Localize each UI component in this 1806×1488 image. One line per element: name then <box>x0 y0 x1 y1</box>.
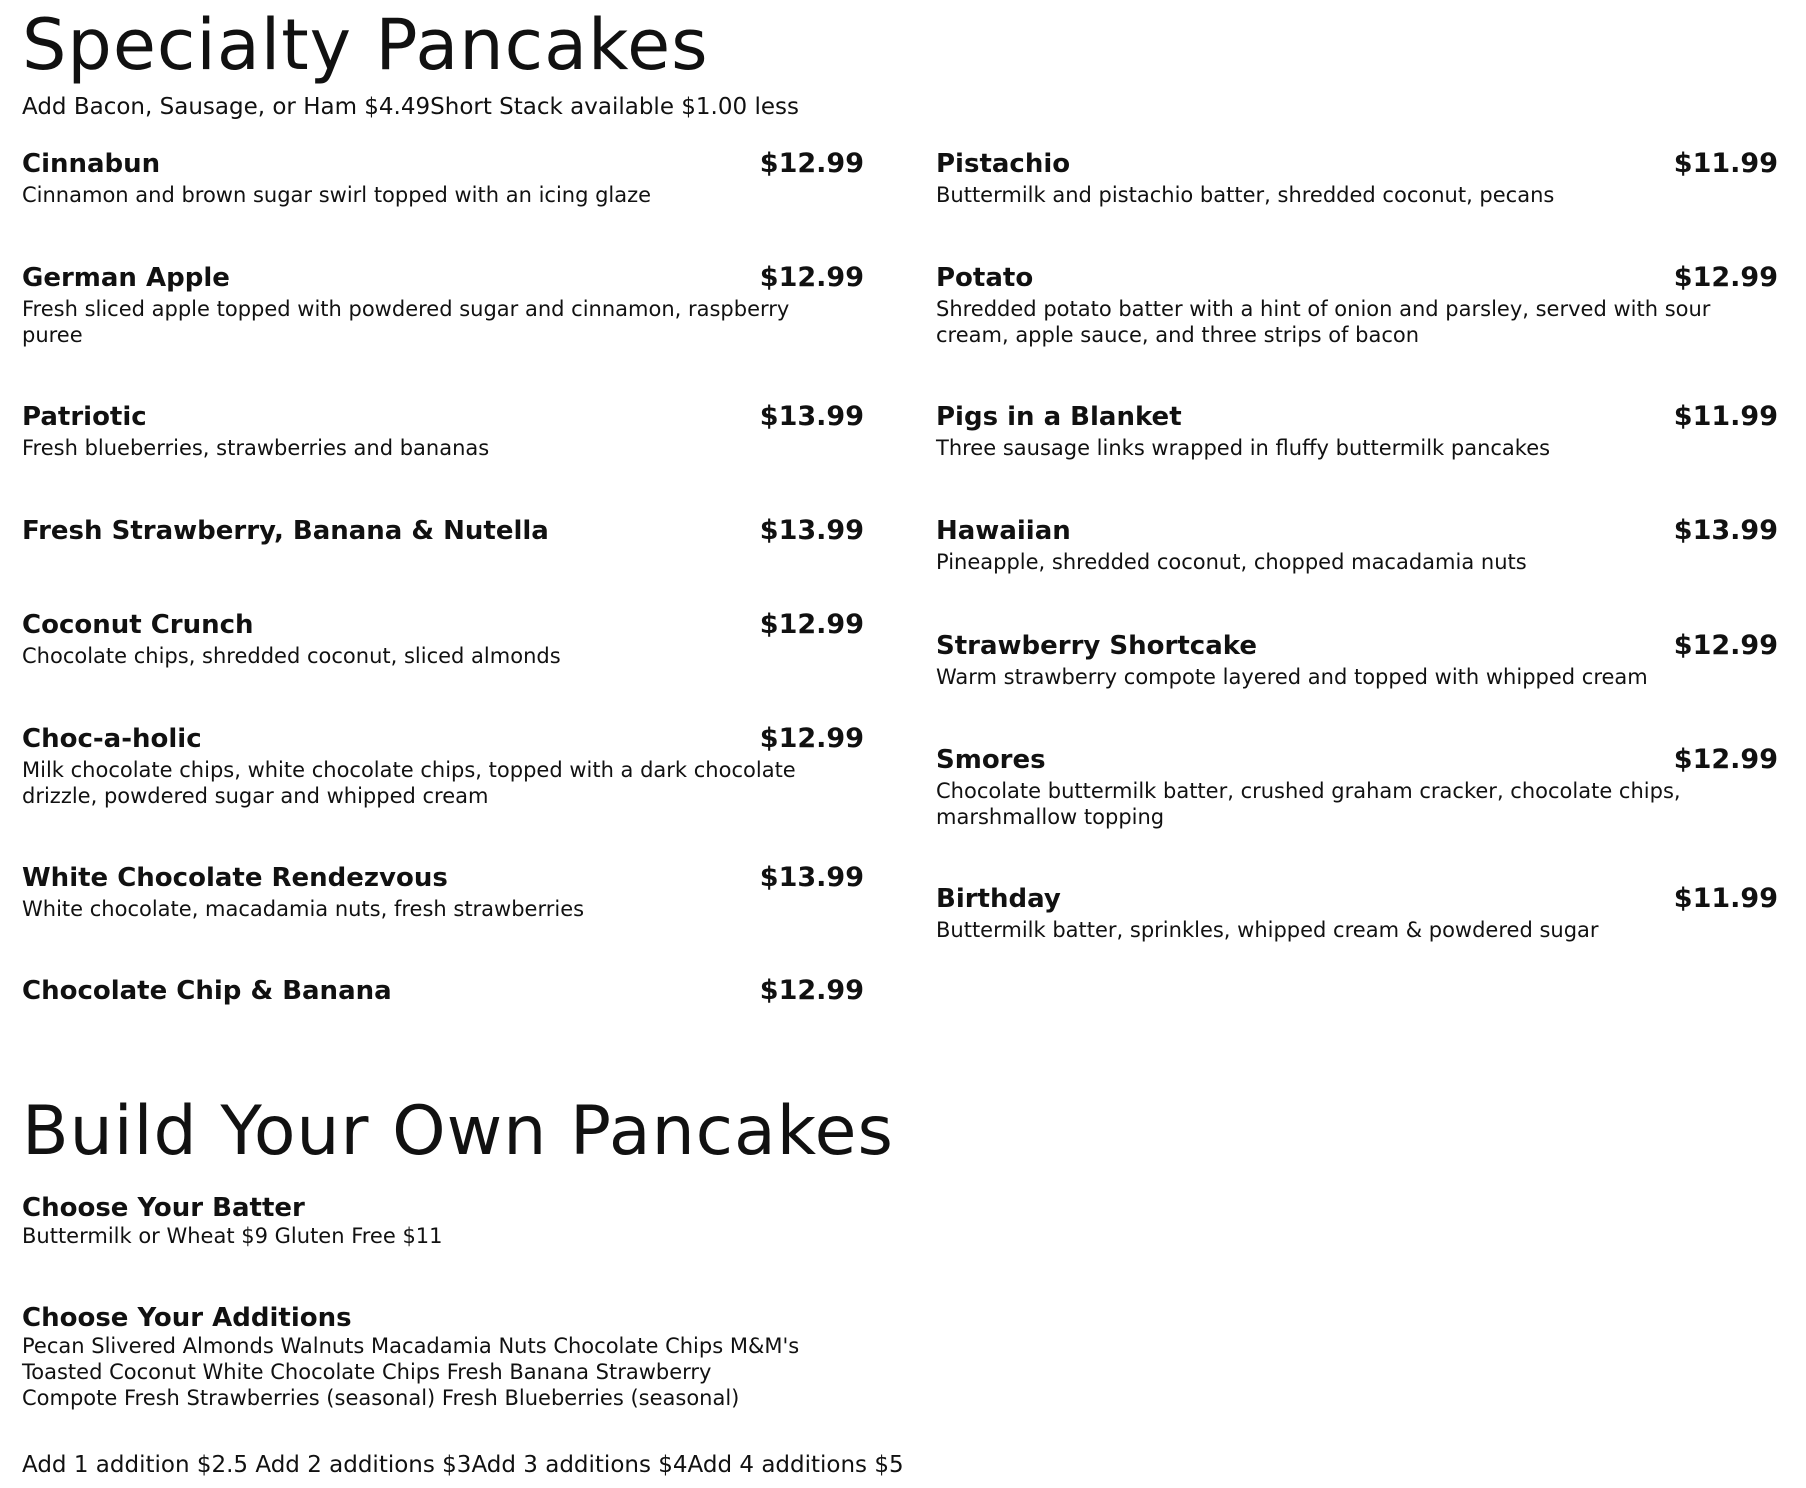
choose-batter-block <box>22 1193 922 1249</box>
menu-item <box>22 262 864 348</box>
additions-line-1: Pecan Slivered Almonds Walnuts Macadamia Nuts Chocolate Chips M&M's <box>22 1334 800 1358</box>
choose-additions-block <box>22 1303 922 1411</box>
menu-item-description: Chocolate chips, shredded coconut, sliced almonds <box>22 644 561 668</box>
menu-item-name: Choc-a-holic <box>22 724 202 754</box>
menu-item <box>936 148 1778 208</box>
menu-item-description: Pineapple, shredded coconut, chopped macadamia nuts <box>936 550 1527 574</box>
menu-item-name: Pigs in a Blanket <box>936 402 1182 432</box>
menu-item-name: Smores <box>936 745 1046 775</box>
menu-item-price: $12.99 <box>759 723 864 754</box>
menu-item-name: Birthday <box>936 884 1061 914</box>
menu-item-price: $12.99 <box>759 609 864 640</box>
menu-item-price: $13.99 <box>1673 515 1778 546</box>
menu-item-price: $12.99 <box>1673 262 1778 293</box>
menu-item-price: $13.99 <box>759 862 864 893</box>
menu-item-price: $12.99 <box>759 262 864 293</box>
menu-item-description: Buttermilk batter, sprinkles, whipped cream & powdered sugar <box>936 918 1599 942</box>
menu-item-name: White Chocolate Rendezvous <box>22 863 448 893</box>
menu-item-price: $11.99 <box>1673 401 1778 432</box>
menu-item-description: Shredded potato batter with a hint of onion and parsley, served with sour cream, apple sauce, and three strips of bacon <box>936 297 1711 347</box>
menu-item-description: Warm strawberry compote layered and topped with whipped cream <box>936 665 1648 689</box>
menu-item-name: German Apple <box>22 263 230 293</box>
menu-item <box>936 401 1778 461</box>
menu-item <box>22 975 864 1007</box>
menu-item <box>22 515 864 547</box>
menu-item <box>936 515 1778 575</box>
menu-item-name: Fresh Strawberry, Banana & Nutella <box>22 516 549 546</box>
menu-item-name: Coconut Crunch <box>22 610 254 640</box>
menu-item-description: Milk chocolate chips, white chocolate chips, topped with a dark chocolate drizzle, powdered sugar and whipped cream <box>22 758 796 808</box>
menu-item <box>22 862 864 922</box>
menu-item-price: $13.99 <box>759 401 864 432</box>
menu-item-price: $12.99 <box>1673 630 1778 661</box>
menu-item-price: $12.99 <box>1673 744 1778 775</box>
menu-item <box>22 401 864 461</box>
menu-item-description: Buttermilk and pistachio batter, shredded coconut, pecans <box>936 183 1555 207</box>
menu-item <box>22 723 864 809</box>
menu-item <box>936 262 1778 348</box>
menu-item-description: Fresh sliced apple topped with powdered sugar and cinnamon, raspberry puree <box>22 297 790 347</box>
choose-additions-heading: Choose Your Additions <box>22 1303 352 1333</box>
menu-item-name: Hawaiian <box>936 516 1071 546</box>
menu-item-price: $13.99 <box>759 515 864 546</box>
menu-item-price: $12.99 <box>759 975 864 1006</box>
menu-item-name: Potato <box>936 263 1034 293</box>
menu-item-description: Three sausage links wrapped in fluffy buttermilk pancakes <box>936 436 1551 460</box>
menu-item-description: Fresh blueberries, strawberries and bananas <box>22 436 490 460</box>
menu-item-description: Cinnamon and brown sugar swirl topped with an icing glaze <box>22 183 652 207</box>
menu-item-description: White chocolate, macadamia nuts, fresh strawberries <box>22 897 585 921</box>
menu-item-price: $12.99 <box>759 148 864 179</box>
menu-item-description: Chocolate buttermilk batter, crushed graham cracker, chocolate chips, marshmallow topping <box>936 779 1681 829</box>
menu-item-price: $11.99 <box>1673 883 1778 914</box>
additions-line-3: Compote Fresh Strawberries (seasonal) Fresh Blueberries (seasonal) <box>22 1386 740 1410</box>
menu-item-name: Patriotic <box>22 402 147 432</box>
menu-item-name: Cinnabun <box>22 149 161 179</box>
choose-batter-heading: Choose Your Batter <box>22 1193 305 1223</box>
menu-item <box>936 883 1778 943</box>
additions-pricing: Add 1 addition $2.5 Add 2 additions $3Add 3 additions $4Add 4 additions $5 <box>22 1452 904 1478</box>
menu-item <box>936 744 1778 830</box>
specialty-note: Add Bacon, Sausage, or Ham $4.49Short Stack available $1.00 less <box>22 94 799 120</box>
additions-line-2: Toasted Coconut White Chocolate Chips Fresh Banana Strawberry <box>22 1360 712 1384</box>
build-your-own-title: Build Your Own Pancakes <box>22 1092 894 1171</box>
menu-item-price: $11.99 <box>1673 148 1778 179</box>
menu-item <box>22 148 864 208</box>
menu-item <box>936 630 1778 690</box>
menu-item-name: Pistachio <box>936 149 1071 179</box>
menu-item-name: Chocolate Chip & Banana <box>22 976 392 1006</box>
menu-item <box>22 609 864 669</box>
menu-item-name: Strawberry Shortcake <box>936 631 1257 661</box>
specialty-pancakes-title: Specialty Pancakes <box>22 4 709 86</box>
choose-batter-text: Buttermilk or Wheat $9 Gluten Free $11 <box>22 1224 443 1248</box>
